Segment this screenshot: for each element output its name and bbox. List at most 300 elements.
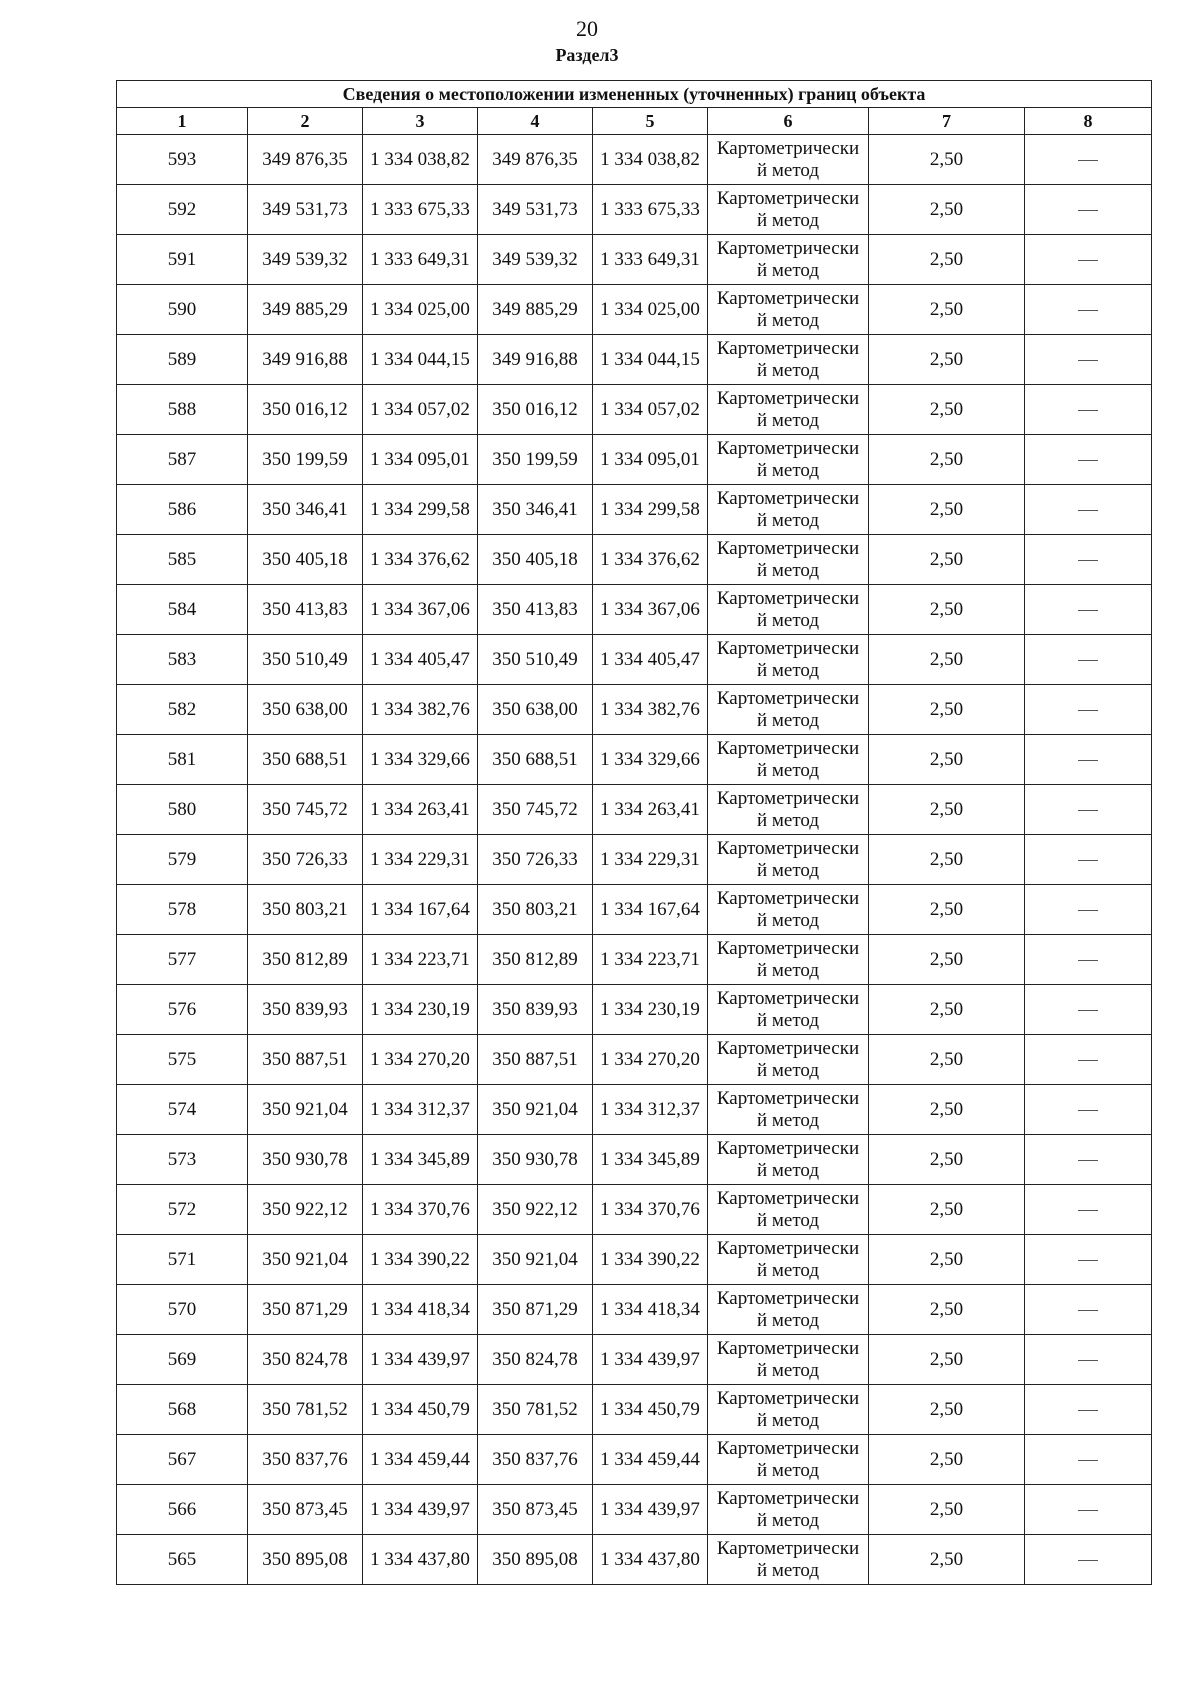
page-number: 20 <box>576 16 598 41</box>
section-title: Раздел3 <box>555 45 619 65</box>
column-header: 7 <box>869 108 1025 135</box>
cell-c1: 586 <box>117 485 248 535</box>
cell-method <box>708 1235 869 1285</box>
cell-c2: 350 803,21 <box>248 885 363 935</box>
cell-c2: 350 812,89 <box>248 935 363 985</box>
method-line-2: й метод <box>756 1509 820 1531</box>
cell-c5: 1 334 299,58 <box>593 485 708 535</box>
dash-mark <box>1078 660 1098 661</box>
dash-mark <box>1078 1160 1098 1161</box>
method-line-2: й метод <box>756 409 820 431</box>
table-row <box>117 535 1152 585</box>
column-header: 3 <box>363 108 478 135</box>
cell-method <box>708 1035 869 1085</box>
cell-c7: 2,50 <box>869 1485 1025 1535</box>
table-row <box>117 235 1152 285</box>
cell-c3: 1 334 229,31 <box>363 835 478 885</box>
method-line-2: й метод <box>756 1259 820 1281</box>
cell-empty-dash <box>1025 135 1152 185</box>
cell-c5: 1 334 450,79 <box>593 1385 708 1435</box>
dash-mark <box>1078 210 1098 211</box>
method-line-1: Картометрически <box>716 787 860 809</box>
cell-c5: 1 334 367,06 <box>593 585 708 635</box>
cell-c4: 350 638,00 <box>478 685 593 735</box>
method-line-2: й метод <box>756 1309 820 1331</box>
cell-c7: 2,50 <box>869 835 1025 885</box>
method-line-2: й метод <box>756 759 820 781</box>
cell-method <box>708 1185 869 1235</box>
cell-method <box>708 1135 869 1185</box>
cell-c7: 2,50 <box>869 485 1025 535</box>
method-line-2: й метод <box>756 159 820 181</box>
column-header: 2 <box>248 108 363 135</box>
cell-empty-dash <box>1025 1135 1152 1185</box>
cell-c2: 350 871,29 <box>248 1285 363 1335</box>
method-line-1: Картометрически <box>716 137 860 159</box>
dash-mark <box>1078 760 1098 761</box>
cell-c3: 1 334 459,44 <box>363 1435 478 1485</box>
dash-mark <box>1078 1460 1098 1461</box>
cell-c5: 1 333 675,33 <box>593 185 708 235</box>
cell-empty-dash <box>1025 735 1152 785</box>
cell-c4: 350 887,51 <box>478 1035 593 1085</box>
method-line-2: й метод <box>756 1359 820 1381</box>
table-row <box>117 585 1152 635</box>
cell-c1: 588 <box>117 385 248 435</box>
table-row <box>117 835 1152 885</box>
cell-c4: 350 824,78 <box>478 1335 593 1385</box>
cell-c5: 1 334 038,82 <box>593 135 708 185</box>
cell-c7: 2,50 <box>869 1335 1025 1385</box>
cell-c1: 566 <box>117 1485 248 1535</box>
cell-c1: 569 <box>117 1335 248 1385</box>
method-line-1: Картометрически <box>716 1287 860 1309</box>
dash-mark <box>1078 1560 1098 1561</box>
method-line-1: Картометрически <box>716 1537 860 1559</box>
cell-method <box>708 235 869 285</box>
cell-empty-dash <box>1025 835 1152 885</box>
table-row <box>117 1035 1152 1085</box>
cell-c2: 350 413,83 <box>248 585 363 635</box>
cell-c2: 349 539,32 <box>248 235 363 285</box>
cell-method <box>708 685 869 735</box>
cell-c7: 2,50 <box>869 235 1025 285</box>
cell-c5: 1 334 025,00 <box>593 285 708 335</box>
cell-c4: 349 539,32 <box>478 235 593 285</box>
method-line-1: Картометрически <box>716 1037 860 1059</box>
dash-mark <box>1078 560 1098 561</box>
cell-empty-dash <box>1025 285 1152 335</box>
cell-c3: 1 333 675,33 <box>363 185 478 235</box>
cell-c5: 1 334 418,34 <box>593 1285 708 1335</box>
method-line-1: Картометрически <box>716 1187 860 1209</box>
cell-method <box>708 1485 869 1535</box>
cell-c1: 570 <box>117 1285 248 1335</box>
cell-method <box>708 1285 869 1335</box>
method-line-1: Картометрически <box>716 637 860 659</box>
cell-c3: 1 334 367,06 <box>363 585 478 635</box>
method-line-1: Картометрически <box>716 387 860 409</box>
table-row <box>117 785 1152 835</box>
cell-c5: 1 334 312,37 <box>593 1085 708 1135</box>
cell-empty-dash <box>1025 635 1152 685</box>
cell-c3: 1 334 223,71 <box>363 935 478 985</box>
cell-method <box>708 935 869 985</box>
dash-mark <box>1078 960 1098 961</box>
cell-empty-dash <box>1025 785 1152 835</box>
cell-c2: 350 726,33 <box>248 835 363 885</box>
method-line-2: й метод <box>756 259 820 281</box>
cell-c7: 2,50 <box>869 1085 1025 1135</box>
method-line-1: Картометрически <box>716 687 860 709</box>
cell-empty-dash <box>1025 1385 1152 1435</box>
method-line-1: Картометрически <box>716 1087 860 1109</box>
dash-mark <box>1078 360 1098 361</box>
cell-c4: 350 016,12 <box>478 385 593 435</box>
cell-c7: 2,50 <box>869 1185 1025 1235</box>
cell-c3: 1 334 370,76 <box>363 1185 478 1235</box>
dash-mark <box>1078 1260 1098 1261</box>
cell-c5: 1 334 382,76 <box>593 685 708 735</box>
table-row <box>117 885 1152 935</box>
table-row <box>117 685 1152 735</box>
cell-c3: 1 334 263,41 <box>363 785 478 835</box>
method-line-1: Картометрически <box>716 437 860 459</box>
dash-mark <box>1078 1360 1098 1361</box>
method-line-2: й метод <box>756 459 820 481</box>
table-row <box>117 735 1152 785</box>
cell-c7: 2,50 <box>869 685 1025 735</box>
cell-empty-dash <box>1025 1335 1152 1385</box>
cell-c4: 349 885,29 <box>478 285 593 335</box>
cell-c5: 1 334 437,80 <box>593 1535 708 1585</box>
column-header: 5 <box>593 108 708 135</box>
cell-c1: 585 <box>117 535 248 585</box>
cell-c7: 2,50 <box>869 1035 1025 1085</box>
cell-c7: 2,50 <box>869 335 1025 385</box>
table-caption-row <box>117 81 1152 108</box>
cell-c2: 350 837,76 <box>248 1435 363 1485</box>
cell-empty-dash <box>1025 685 1152 735</box>
table-row <box>117 1535 1152 1585</box>
dash-mark <box>1078 910 1098 911</box>
cell-empty-dash <box>1025 585 1152 635</box>
cell-c3: 1 334 390,22 <box>363 1235 478 1285</box>
method-line-2: й метод <box>756 1059 820 1081</box>
cell-c5: 1 334 044,15 <box>593 335 708 385</box>
cell-c1: 587 <box>117 435 248 485</box>
cell-c2: 350 016,12 <box>248 385 363 435</box>
table-row <box>117 1485 1152 1535</box>
dash-mark <box>1078 810 1098 811</box>
cell-c3: 1 334 299,58 <box>363 485 478 535</box>
cell-empty-dash <box>1025 1535 1152 1585</box>
cell-empty-dash <box>1025 1485 1152 1535</box>
cell-c5: 1 334 439,97 <box>593 1485 708 1535</box>
cell-c5: 1 334 229,31 <box>593 835 708 885</box>
cell-method <box>708 1535 869 1585</box>
cell-c5: 1 334 390,22 <box>593 1235 708 1285</box>
column-header: 6 <box>708 108 869 135</box>
cell-c1: 584 <box>117 585 248 635</box>
cell-method <box>708 1085 869 1135</box>
cell-c7: 2,50 <box>869 135 1025 185</box>
cell-c5: 1 334 230,19 <box>593 985 708 1035</box>
cell-c1: 591 <box>117 235 248 285</box>
table-row <box>117 135 1152 185</box>
cell-c2: 350 824,78 <box>248 1335 363 1385</box>
cell-c2: 350 638,00 <box>248 685 363 735</box>
method-line-2: й метод <box>756 1209 820 1231</box>
cell-c7: 2,50 <box>869 535 1025 585</box>
cell-c2: 349 916,88 <box>248 335 363 385</box>
cell-c7: 2,50 <box>869 785 1025 835</box>
cell-c2: 349 885,29 <box>248 285 363 335</box>
method-line-2: й метод <box>756 859 820 881</box>
cell-c5: 1 333 649,31 <box>593 235 708 285</box>
cell-method <box>708 885 869 935</box>
cell-c2: 350 922,12 <box>248 1185 363 1235</box>
cell-c2: 350 199,59 <box>248 435 363 485</box>
table-row <box>117 985 1152 1035</box>
cell-c3: 1 334 329,66 <box>363 735 478 785</box>
cell-empty-dash <box>1025 1085 1152 1135</box>
cell-c4: 350 839,93 <box>478 985 593 1035</box>
cell-c3: 1 333 649,31 <box>363 235 478 285</box>
method-line-1: Картометрически <box>716 587 860 609</box>
cell-c3: 1 334 057,02 <box>363 385 478 435</box>
method-line-1: Картометрически <box>716 837 860 859</box>
cell-c3: 1 334 270,20 <box>363 1035 478 1085</box>
cell-c4: 350 781,52 <box>478 1385 593 1435</box>
method-line-2: й метод <box>756 509 820 531</box>
cell-c3: 1 334 450,79 <box>363 1385 478 1435</box>
cell-c1: 576 <box>117 985 248 1035</box>
cell-c7: 2,50 <box>869 985 1025 1035</box>
cell-c4: 350 873,45 <box>478 1485 593 1535</box>
cell-c1: 593 <box>117 135 248 185</box>
cell-c5: 1 334 263,41 <box>593 785 708 835</box>
table-row <box>117 285 1152 335</box>
table-row <box>117 1285 1152 1335</box>
cell-c1: 579 <box>117 835 248 885</box>
method-line-1: Картометрически <box>716 237 860 259</box>
cell-c4: 350 922,12 <box>478 1185 593 1235</box>
cell-c1: 567 <box>117 1435 248 1485</box>
cell-c1: 578 <box>117 885 248 935</box>
dash-mark <box>1078 510 1098 511</box>
cell-c4: 350 199,59 <box>478 435 593 485</box>
method-line-1: Картометрически <box>716 337 860 359</box>
method-line-1: Картометрически <box>716 537 860 559</box>
cell-empty-dash <box>1025 385 1152 435</box>
table-row <box>117 185 1152 235</box>
table-row <box>117 435 1152 485</box>
method-line-2: й метод <box>756 1559 820 1581</box>
cell-c3: 1 334 437,80 <box>363 1535 478 1585</box>
cell-c4: 350 688,51 <box>478 735 593 785</box>
table-body <box>117 135 1152 1585</box>
cell-c4: 350 921,04 <box>478 1235 593 1285</box>
dash-mark <box>1078 710 1098 711</box>
cell-method <box>708 335 869 385</box>
cell-c1: 583 <box>117 635 248 685</box>
dash-mark <box>1078 310 1098 311</box>
cell-c1: 574 <box>117 1085 248 1135</box>
dash-mark <box>1078 860 1098 861</box>
method-line-1: Картометрически <box>716 1437 860 1459</box>
cell-c3: 1 334 405,47 <box>363 635 478 685</box>
cell-c4: 350 921,04 <box>478 1085 593 1135</box>
table-row <box>117 1235 1152 1285</box>
cell-method <box>708 385 869 435</box>
cell-c2: 350 839,93 <box>248 985 363 1035</box>
coordinates-table <box>116 80 1152 1585</box>
cell-c5: 1 334 376,62 <box>593 535 708 585</box>
cell-c2: 350 895,08 <box>248 1535 363 1585</box>
cell-c4: 350 812,89 <box>478 935 593 985</box>
dash-mark <box>1078 1210 1098 1211</box>
cell-c1: 568 <box>117 1385 248 1435</box>
method-line-2: й метод <box>756 1109 820 1131</box>
method-line-2: й метод <box>756 359 820 381</box>
cell-c4: 349 876,35 <box>478 135 593 185</box>
cell-c4: 350 837,76 <box>478 1435 593 1485</box>
cell-empty-dash <box>1025 335 1152 385</box>
method-line-1: Картометрически <box>716 737 860 759</box>
column-header: 1 <box>117 108 248 135</box>
cell-method <box>708 485 869 535</box>
cell-c5: 1 334 439,97 <box>593 1335 708 1385</box>
table-row <box>117 1385 1152 1435</box>
cell-c1: 580 <box>117 785 248 835</box>
cell-c3: 1 334 095,01 <box>363 435 478 485</box>
cell-c5: 1 334 370,76 <box>593 1185 708 1235</box>
cell-empty-dash <box>1025 1035 1152 1085</box>
cell-c4: 350 895,08 <box>478 1535 593 1585</box>
cell-method <box>708 135 869 185</box>
cell-empty-dash <box>1025 1185 1152 1235</box>
cell-c4: 350 413,83 <box>478 585 593 635</box>
table-caption: Сведения о местоположении измененных (уточненных) границ объекта <box>117 81 1152 108</box>
method-line-1: Картометрически <box>716 1137 860 1159</box>
method-line-1: Картометрически <box>716 1387 860 1409</box>
cell-c1: 565 <box>117 1535 248 1585</box>
cell-empty-dash <box>1025 885 1152 935</box>
cell-c2: 350 930,78 <box>248 1135 363 1185</box>
cell-method <box>708 785 869 835</box>
cell-c1: 573 <box>117 1135 248 1185</box>
cell-empty-dash <box>1025 1285 1152 1335</box>
dash-mark <box>1078 1510 1098 1511</box>
cell-c4: 350 871,29 <box>478 1285 593 1335</box>
cell-c4: 350 803,21 <box>478 885 593 935</box>
cell-c3: 1 334 230,19 <box>363 985 478 1035</box>
cell-c2: 350 346,41 <box>248 485 363 535</box>
dash-mark <box>1078 260 1098 261</box>
table-header-row <box>117 108 1152 135</box>
cell-empty-dash <box>1025 185 1152 235</box>
cell-c5: 1 334 095,01 <box>593 435 708 485</box>
cell-c5: 1 334 223,71 <box>593 935 708 985</box>
cell-empty-dash <box>1025 985 1152 1035</box>
cell-method <box>708 535 869 585</box>
cell-method <box>708 1335 869 1385</box>
cell-c7: 2,50 <box>869 585 1025 635</box>
column-header: 8 <box>1025 108 1152 135</box>
table-row <box>117 1085 1152 1135</box>
method-line-1: Картометрически <box>716 1237 860 1259</box>
dash-mark <box>1078 1060 1098 1061</box>
table-row <box>117 635 1152 685</box>
cell-method <box>708 1435 869 1485</box>
method-line-2: й метод <box>756 659 820 681</box>
cell-c3: 1 334 038,82 <box>363 135 478 185</box>
table-row <box>117 485 1152 535</box>
method-line-2: й метод <box>756 709 820 731</box>
cell-c2: 350 921,04 <box>248 1235 363 1285</box>
cell-c5: 1 334 405,47 <box>593 635 708 685</box>
method-line-1: Картометрически <box>716 187 860 209</box>
dash-mark <box>1078 1010 1098 1011</box>
cell-empty-dash <box>1025 535 1152 585</box>
method-line-1: Картометрически <box>716 887 860 909</box>
cell-method <box>708 735 869 785</box>
dash-mark <box>1078 610 1098 611</box>
method-line-2: й метод <box>756 609 820 631</box>
cell-empty-dash <box>1025 935 1152 985</box>
method-line-2: й метод <box>756 959 820 981</box>
table-row <box>117 385 1152 435</box>
cell-c3: 1 334 418,34 <box>363 1285 478 1335</box>
cell-empty-dash <box>1025 485 1152 535</box>
cell-c5: 1 334 329,66 <box>593 735 708 785</box>
cell-empty-dash <box>1025 1435 1152 1485</box>
cell-c1: 575 <box>117 1035 248 1085</box>
table-row <box>117 1335 1152 1385</box>
cell-c2: 350 887,51 <box>248 1035 363 1085</box>
cell-c2: 349 531,73 <box>248 185 363 235</box>
method-line-2: й метод <box>756 809 820 831</box>
method-line-1: Картометрически <box>716 987 860 1009</box>
cell-c1: 571 <box>117 1235 248 1285</box>
method-line-2: й метод <box>756 1159 820 1181</box>
cell-c1: 592 <box>117 185 248 235</box>
cell-c1: 577 <box>117 935 248 985</box>
cell-c7: 2,50 <box>869 1385 1025 1435</box>
cell-empty-dash <box>1025 235 1152 285</box>
cell-c1: 582 <box>117 685 248 735</box>
cell-c4: 350 510,49 <box>478 635 593 685</box>
cell-method <box>708 435 869 485</box>
cell-method <box>708 635 869 685</box>
cell-c7: 2,50 <box>869 935 1025 985</box>
cell-c4: 349 531,73 <box>478 185 593 235</box>
cell-c7: 2,50 <box>869 735 1025 785</box>
cell-c3: 1 334 167,64 <box>363 885 478 935</box>
dash-mark <box>1078 1110 1098 1111</box>
cell-c7: 2,50 <box>869 385 1025 435</box>
dash-mark <box>1078 1310 1098 1311</box>
cell-c2: 349 876,35 <box>248 135 363 185</box>
cell-c3: 1 334 025,00 <box>363 285 478 335</box>
method-line-1: Картометрически <box>716 937 860 959</box>
cell-empty-dash <box>1025 435 1152 485</box>
cell-c1: 590 <box>117 285 248 335</box>
cell-c3: 1 334 376,62 <box>363 535 478 585</box>
cell-c4: 350 930,78 <box>478 1135 593 1185</box>
cell-c4: 350 346,41 <box>478 485 593 535</box>
